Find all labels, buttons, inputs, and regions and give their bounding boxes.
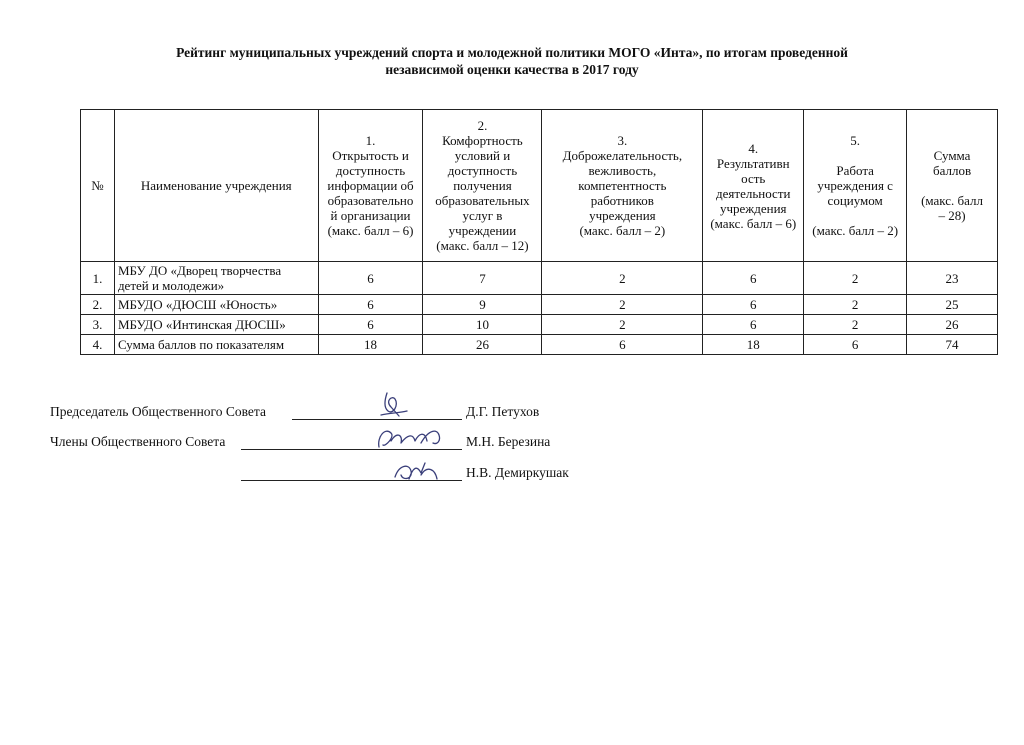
member1-signature-stroke <box>379 431 440 447</box>
institution-name: МБУ ДО «Дворец творчества детей и молодежи» <box>114 262 318 295</box>
handwritten-signatures <box>355 385 465 490</box>
header-politeness: 3. Доброжелательность, вежливость, компетентность работников учреждения (макс. балл – 2) <box>542 110 703 262</box>
header-name: Наименование учреждения <box>114 110 318 262</box>
total-results: 18 <box>703 335 804 355</box>
score-sum: 26 <box>907 315 998 335</box>
score-sum: 25 <box>907 295 998 315</box>
score-comfort: 7 <box>423 262 542 295</box>
score-comfort: 9 <box>423 295 542 315</box>
total-openness: 18 <box>318 335 423 355</box>
total-politeness: 6 <box>542 335 703 355</box>
header-social: 5. Работа учреждения с социумом (макс. балл – 2) <box>804 110 907 262</box>
total-social: 6 <box>804 335 907 355</box>
score-politeness: 2 <box>542 315 703 335</box>
header-openness: 1. Открытость и доступность информации об образовательно й организации (макс. балл – 6) <box>318 110 423 262</box>
header-sum: Сумма баллов (макс. балл – 28) <box>907 110 998 262</box>
table-row <box>81 262 998 295</box>
member2-signature-stroke <box>395 463 437 479</box>
institution-name: МБУДО «Интинская ДЮСШ» <box>114 315 318 335</box>
score-results: 6 <box>703 295 804 315</box>
score-sum: 23 <box>907 262 998 295</box>
title-line-2: независимой оценки качества в 2017 году <box>385 62 639 77</box>
header-num: № <box>81 110 115 262</box>
title-line-1: Рейтинг муниципальных учреждений спорта и молодежной политики МОГО «Инта», по итогам проведенной <box>176 45 848 60</box>
header-results: 4. Результативн ость деятельности учреждения (макс. балл – 6) <box>703 110 804 262</box>
rating-table <box>80 109 998 355</box>
header-comfort: 2. Комфортность условий и доступность получения образовательных услуг в учреждении (макс. балл – 12) <box>423 110 542 262</box>
total-sum: 74 <box>907 335 998 355</box>
member2-name: Н.В. Демиркушак <box>466 465 569 480</box>
score-results: 6 <box>703 262 804 295</box>
document-title <box>80 44 944 78</box>
chair-label: Председатель Общественного Совета <box>50 404 266 419</box>
table-row <box>81 295 998 315</box>
table-row <box>81 315 998 335</box>
total-comfort: 26 <box>423 335 542 355</box>
table-header-row <box>81 110 998 262</box>
chair-signature-stroke <box>381 393 407 416</box>
member1-name: М.Н. Березина <box>466 434 551 449</box>
score-openness: 6 <box>318 295 423 315</box>
score-results: 6 <box>703 315 804 335</box>
score-social: 2 <box>804 262 907 295</box>
institution-name: МБУДО «ДЮСШ «Юность» <box>114 295 318 315</box>
score-openness: 6 <box>318 262 423 295</box>
score-politeness: 2 <box>542 295 703 315</box>
row-number: 2. <box>81 295 115 315</box>
score-social: 2 <box>804 315 907 335</box>
score-politeness: 2 <box>542 262 703 295</box>
score-social: 2 <box>804 295 907 315</box>
chair-name: Д.Г. Петухов <box>466 404 540 419</box>
members-label: Члены Общественного Совета <box>50 434 226 449</box>
table-row-total <box>81 335 998 355</box>
row-number: 1. <box>81 262 115 295</box>
row-number: 3. <box>81 315 115 335</box>
score-comfort: 10 <box>423 315 542 335</box>
row-number: 4. <box>81 335 115 355</box>
total-label: Сумма баллов по показателям <box>114 335 318 355</box>
score-openness: 6 <box>318 315 423 335</box>
